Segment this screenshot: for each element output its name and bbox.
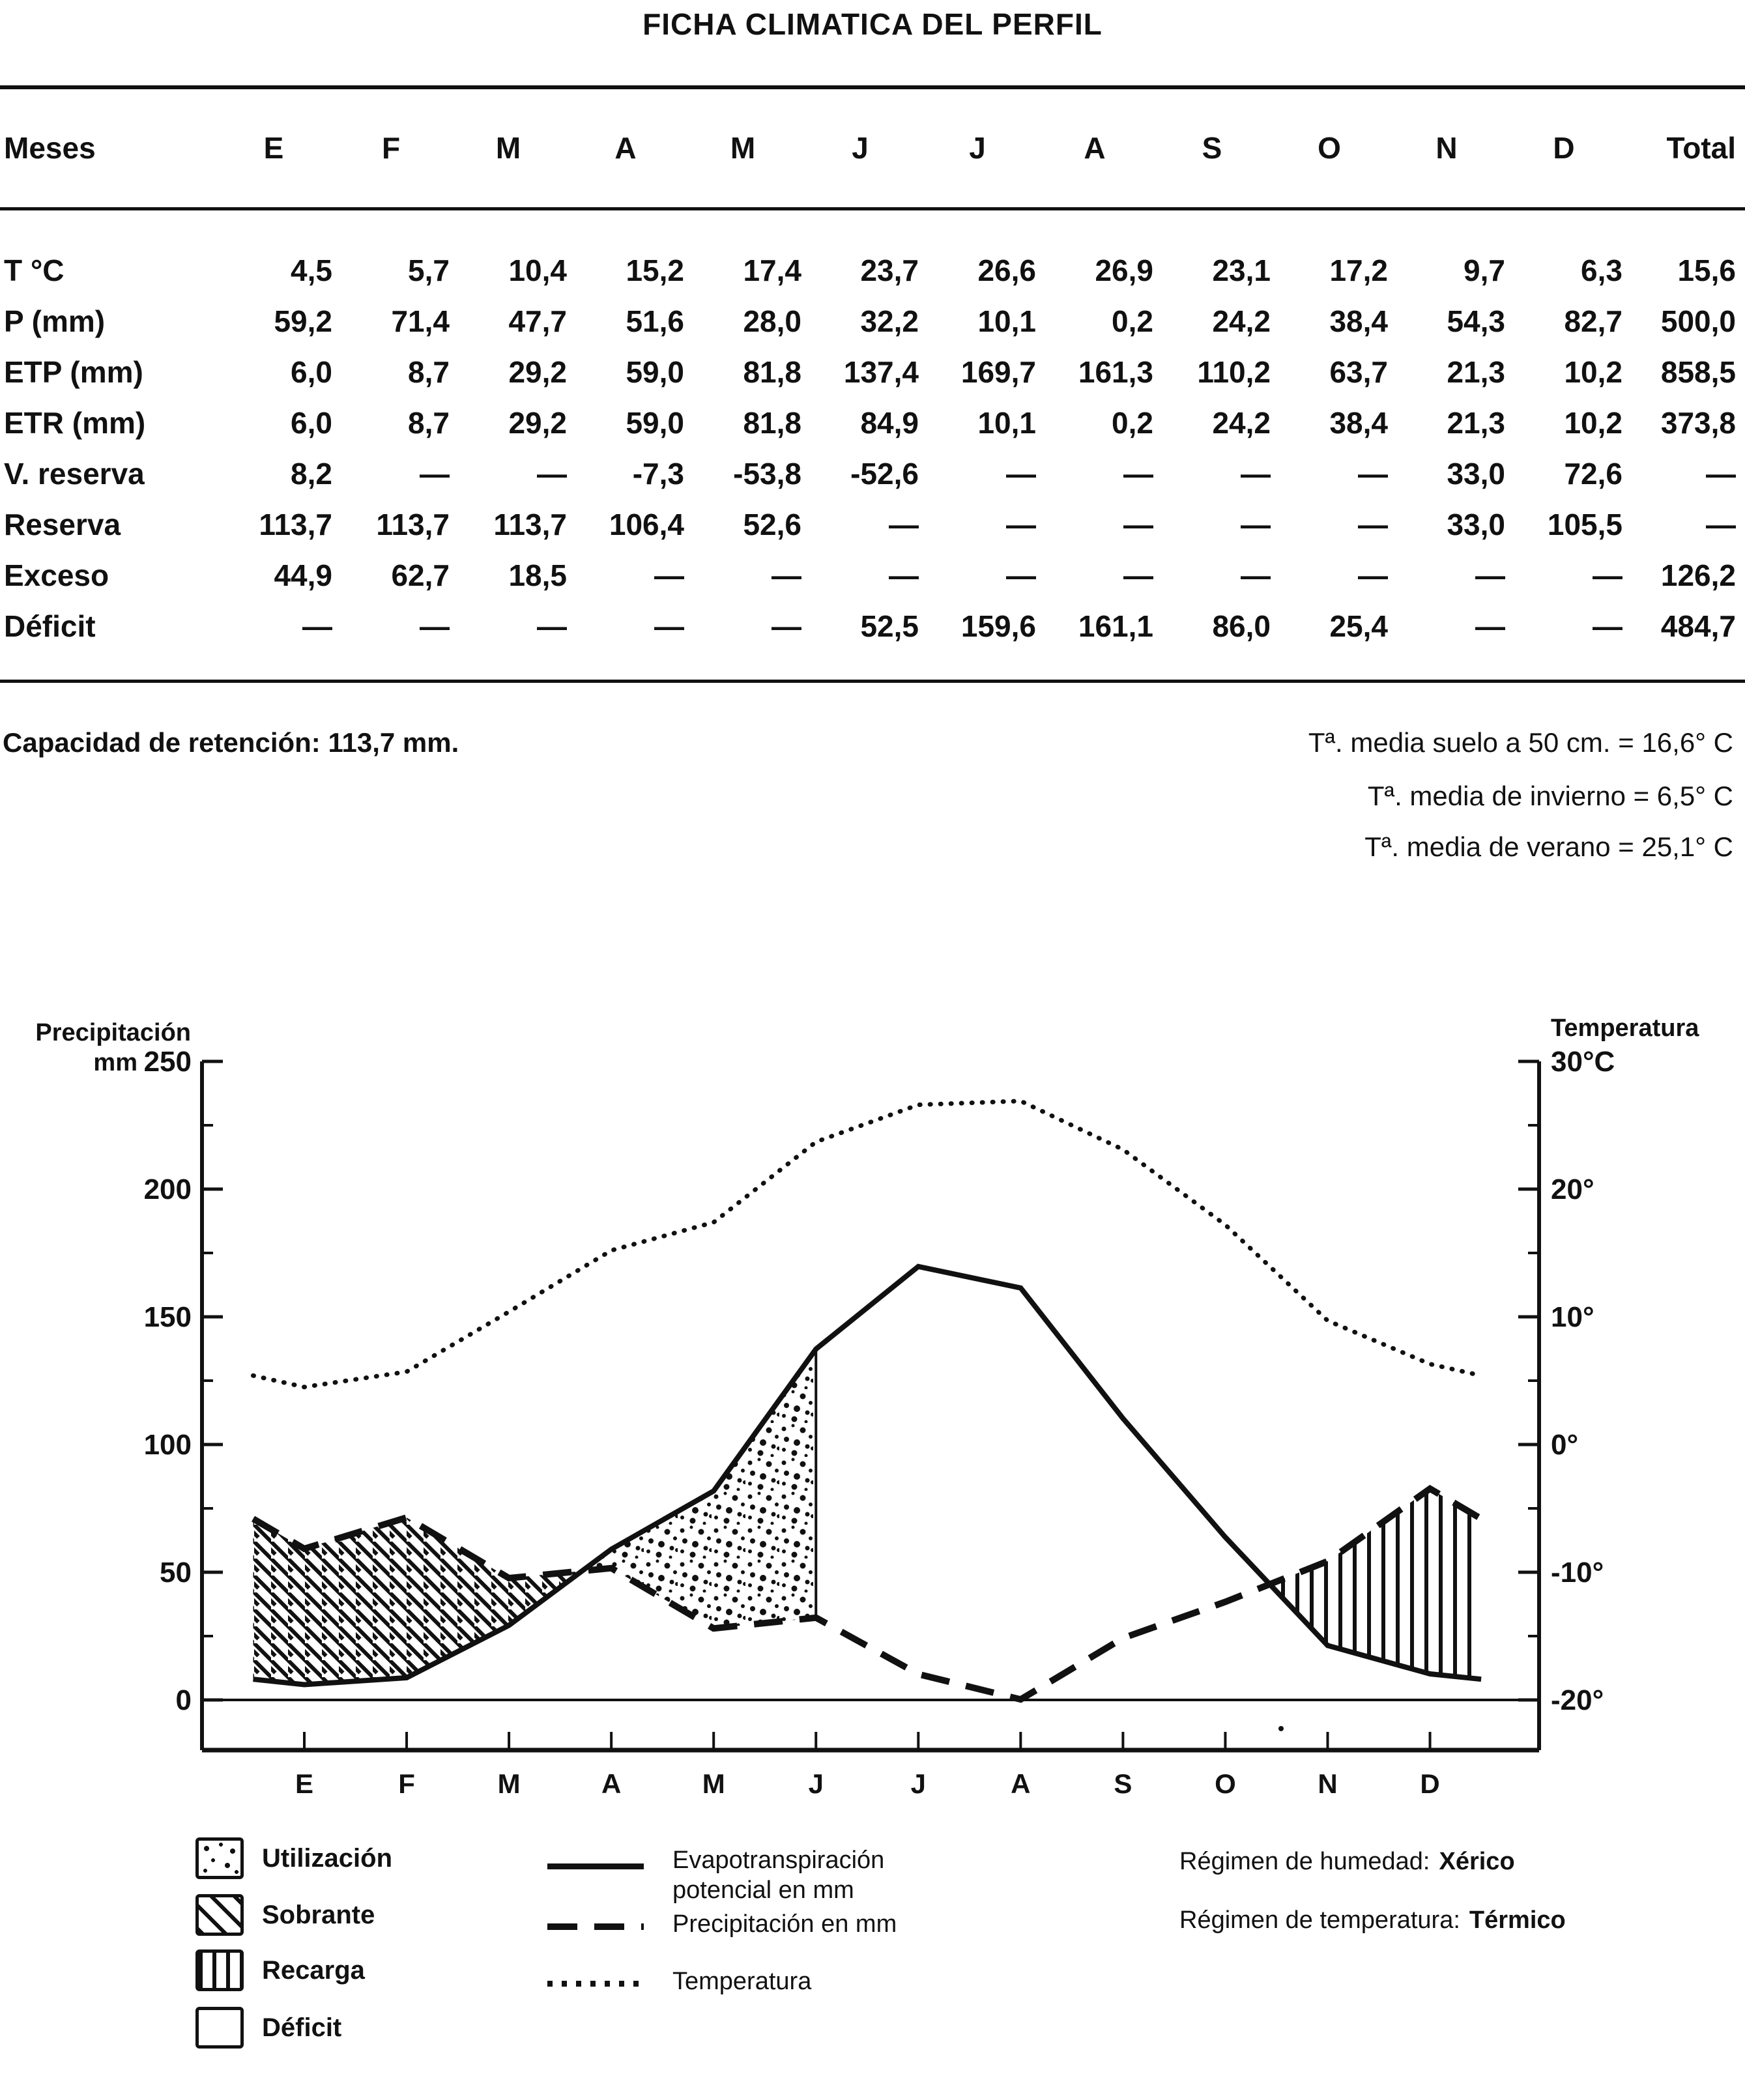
total-cell: 484,7 (1660, 609, 1736, 643)
month-label: S (1114, 1768, 1132, 1799)
value-cell: 71,4 (391, 304, 450, 338)
value-cell: — (537, 609, 567, 643)
value-cell: 52,6 (743, 508, 801, 541)
value-cell: — (1593, 609, 1622, 643)
value-cell: 6,3 (1581, 253, 1622, 287)
value-cell: — (1358, 457, 1388, 491)
value-cell: — (1006, 508, 1036, 541)
utilizacion-label: Utilización (262, 1844, 393, 1873)
sobrante-swatch (195, 1894, 244, 1936)
value-cell: — (420, 457, 450, 491)
value-cell: 62,7 (391, 558, 450, 592)
value-cell: 51,6 (626, 304, 684, 338)
right-tick-label: 0° (1551, 1429, 1579, 1461)
total-cell: 500,0 (1660, 304, 1736, 338)
month-label: M (702, 1768, 725, 1799)
header-month-11: D (1553, 131, 1575, 165)
value-cell: — (1241, 508, 1271, 541)
value-cell: 17,4 (743, 253, 801, 287)
value-cell: — (1006, 457, 1036, 491)
precipitation-line-sample (547, 1923, 644, 1930)
value-cell: 10,2 (1564, 355, 1622, 389)
month-label: M (497, 1768, 521, 1799)
value-cell: — (889, 508, 919, 541)
total-cell: — (1706, 457, 1736, 491)
temperature-regime (1179, 1906, 1566, 1935)
left-tick-label: 0 (175, 1684, 192, 1716)
value-cell: 6,0 (291, 355, 332, 389)
value-cell: 23,7 (860, 253, 919, 287)
value-cell: 21,3 (1447, 355, 1505, 389)
value-cell: — (1123, 457, 1153, 491)
value-cell: 106,4 (609, 508, 684, 541)
right-tick-label: -20° (1551, 1684, 1604, 1716)
value-cell: 59,0 (626, 355, 684, 389)
sobrante-area (253, 1517, 583, 1684)
value-cell: — (1475, 609, 1505, 643)
header-month-5: J (852, 131, 869, 165)
value-cell: — (1123, 558, 1153, 592)
value-cell: 161,3 (1078, 355, 1153, 389)
header-month-1: F (381, 131, 401, 165)
value-cell: 29,2 (508, 406, 567, 440)
right-tick-label: 20° (1551, 1173, 1594, 1205)
value-cell: — (1123, 508, 1153, 541)
stray-ink-dot (1278, 1726, 1284, 1731)
value-cell: 169,7 (960, 355, 1036, 389)
right-axis-title: Temperatura (1551, 1014, 1699, 1042)
recarga-label: Recarga (262, 1956, 365, 1985)
header-month-3: A (614, 131, 637, 165)
value-cell: 15,2 (626, 253, 684, 287)
value-cell: — (654, 609, 684, 643)
value-cell: 81,8 (743, 406, 801, 440)
utilizacion-swatch (195, 1837, 244, 1879)
total-cell: 858,5 (1660, 355, 1736, 389)
value-cell: 113,7 (493, 508, 567, 541)
temperature-line-sample (547, 1981, 639, 1987)
value-cell: 10,1 (977, 304, 1036, 338)
value-cell: 105,5 (1547, 508, 1622, 541)
header-month-6: J (969, 131, 986, 165)
value-cell: 10,2 (1564, 406, 1622, 440)
month-label: A (1011, 1768, 1031, 1799)
header-month-9: O (1318, 131, 1341, 165)
row-label: ETR (mm) (4, 406, 146, 440)
row-label: Exceso (4, 558, 109, 592)
value-cell: 52,5 (860, 609, 919, 643)
etp-line-label (672, 1845, 884, 1905)
retention-note: Capacidad de retención: 113,7 mm. (3, 727, 459, 758)
value-cell: — (1241, 457, 1271, 491)
value-cell: 18,5 (508, 558, 567, 592)
winter-temp-note: Tª. media de invierno = 6,5° C (1367, 781, 1733, 811)
value-cell: — (654, 558, 684, 592)
left-axis-unit: mm (93, 1049, 137, 1076)
right-tick-label: -10° (1551, 1557, 1604, 1589)
left-tick-label: 50 (160, 1557, 192, 1589)
value-cell: — (1358, 558, 1388, 592)
value-cell: — (889, 558, 919, 592)
header-meses: Meses (4, 131, 96, 165)
left-axis-title (35, 1018, 191, 1078)
value-cell: — (537, 457, 567, 491)
page-title: FICHA CLIMATICA DEL PERFIL (642, 7, 1103, 41)
temperature-regime-value: Térmico (1469, 1906, 1566, 1934)
row-label: ETP (mm) (4, 355, 143, 389)
value-cell: 4,5 (291, 253, 332, 287)
month-label: J (910, 1768, 926, 1799)
left-axis-title-line1: Precipitación (35, 1019, 191, 1046)
value-cell: — (1006, 558, 1036, 592)
total-cell: — (1706, 508, 1736, 541)
value-cell: 113,7 (376, 508, 450, 541)
total-cell: 373,8 (1660, 406, 1736, 440)
row-label: P (mm) (4, 304, 106, 338)
value-cell: — (302, 609, 332, 643)
value-cell: — (772, 558, 801, 592)
value-cell: 137,4 (843, 355, 919, 389)
precipitation-line-label: Precipitación en mm (672, 1910, 897, 1938)
value-cell: 0,2 (1112, 406, 1153, 440)
value-cell: — (1358, 508, 1388, 541)
value-cell: 33,0 (1447, 457, 1505, 491)
value-cell: 81,8 (743, 355, 801, 389)
recarga-swatch (195, 1949, 244, 1991)
value-cell: 44,9 (274, 558, 332, 592)
month-label: N (1318, 1768, 1338, 1799)
value-cell: 23,1 (1212, 253, 1271, 287)
value-cell: 5,7 (408, 253, 450, 287)
value-cell: 84,9 (860, 406, 919, 440)
value-cell: 24,2 (1212, 406, 1271, 440)
month-label: O (1215, 1768, 1236, 1799)
value-cell: 24,2 (1212, 304, 1271, 338)
value-cell: 82,7 (1564, 304, 1622, 338)
header-month-7: A (1084, 131, 1106, 165)
value-cell: 6,0 (291, 406, 332, 440)
value-cell: 26,6 (977, 253, 1036, 287)
value-cell: 33,0 (1447, 508, 1505, 541)
value-cell: 110,2 (1197, 355, 1271, 389)
left-tick-label: 250 (143, 1046, 192, 1078)
header-month-8: S (1202, 131, 1222, 165)
row-label: T °C (4, 253, 65, 287)
deficit-label: Déficit (262, 2013, 342, 2042)
value-cell: 161,1 (1078, 609, 1153, 643)
value-cell: — (1475, 558, 1505, 592)
left-tick-label: 150 (143, 1301, 192, 1333)
value-cell: 72,6 (1564, 457, 1622, 491)
month-label: J (808, 1768, 824, 1799)
month-label: E (295, 1768, 314, 1799)
value-cell: 10,1 (977, 406, 1036, 440)
humidity-regime (1179, 1848, 1515, 1876)
value-cell: 28,0 (743, 304, 801, 338)
header-month-2: M (495, 131, 521, 165)
value-cell: 0,2 (1112, 304, 1153, 338)
recarga-area (1270, 1489, 1482, 1679)
right-tick-label: 30°C (1551, 1046, 1615, 1078)
value-cell: — (1593, 558, 1622, 592)
temperature-curve (253, 1101, 1482, 1387)
row-label: V. reserva (4, 457, 145, 491)
value-cell: 32,2 (860, 304, 919, 338)
right-tick-label: 10° (1551, 1301, 1594, 1333)
row-label: Déficit (4, 609, 96, 643)
value-cell: 8,7 (408, 355, 450, 389)
total-cell: 15,6 (1677, 253, 1736, 287)
value-cell: 38,4 (1329, 304, 1388, 338)
month-label: F (398, 1768, 415, 1799)
value-cell: 38,4 (1329, 406, 1388, 440)
temperature-line-label: Temperatura (672, 1968, 812, 1995)
soil-temp-note: Tª. media suelo a 50 cm. = 16,6° C (1308, 727, 1733, 758)
value-cell: 26,9 (1095, 253, 1153, 287)
value-cell: — (1241, 558, 1271, 592)
value-cell: 8,7 (408, 406, 450, 440)
value-cell: -53,8 (733, 457, 801, 491)
value-cell: 59,2 (274, 304, 332, 338)
header-month-4: M (730, 131, 756, 165)
value-cell: 8,2 (291, 457, 332, 491)
month-label: D (1420, 1768, 1440, 1799)
value-cell: 63,7 (1329, 355, 1388, 389)
value-cell: -7,3 (632, 457, 684, 491)
summer-temp-note: Tª. media de verano = 25,1° C (1364, 831, 1733, 862)
etp-line-sample (547, 1863, 644, 1869)
value-cell: -52,6 (850, 457, 919, 491)
value-cell: 47,7 (508, 304, 567, 338)
header-month-0: E (263, 131, 284, 165)
etp-line-label-line1: Evapotranspiración (672, 1847, 885, 1874)
utilizacion-area (582, 1349, 816, 1628)
value-cell: 113,7 (259, 508, 332, 541)
header-total: Total (1666, 131, 1736, 165)
month-label: A (601, 1768, 622, 1799)
value-cell: — (420, 609, 450, 643)
value-cell: 29,2 (508, 355, 567, 389)
value-cell: 25,4 (1329, 609, 1388, 643)
value-cell: 59,0 (626, 406, 684, 440)
total-cell: 126,2 (1660, 558, 1736, 592)
value-cell: 54,3 (1447, 304, 1505, 338)
header-month-10: N (1435, 131, 1458, 165)
value-cell: 17,2 (1329, 253, 1388, 287)
humidity-regime-label: Régimen de humedad: (1179, 1848, 1430, 1875)
value-cell: 9,7 (1464, 253, 1505, 287)
left-tick-label: 100 (143, 1429, 192, 1461)
etp-line-label-line2: potencial en mm (672, 1877, 854, 1904)
value-cell: 21,3 (1447, 406, 1505, 440)
value-cell: 86,0 (1212, 609, 1271, 643)
value-cell: — (772, 609, 801, 643)
left-tick-label: 200 (143, 1173, 192, 1205)
value-cell: 10,4 (508, 253, 567, 287)
row-label: Reserva (4, 508, 121, 541)
sobrante-label: Sobrante (262, 1901, 375, 1929)
deficit-swatch (195, 2007, 244, 2049)
value-cell: 159,6 (960, 609, 1036, 643)
humidity-regime-value: Xérico (1439, 1848, 1515, 1875)
temperature-regime-label: Régimen de temperatura: (1179, 1906, 1460, 1934)
